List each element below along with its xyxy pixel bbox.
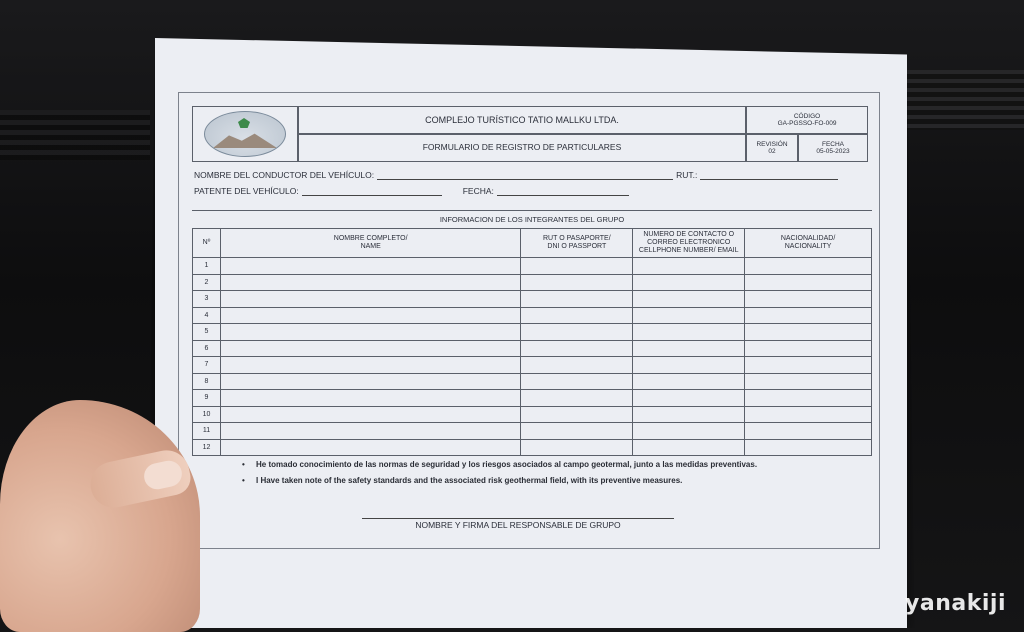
row-number: 5 [193, 324, 221, 341]
nationality-cell[interactable] [745, 324, 872, 341]
col-id-line1: RUT O PASAPORTE/ [542, 234, 611, 242]
id-cell[interactable] [521, 357, 633, 374]
date-cell [798, 134, 868, 162]
col-name-line2: NAME [360, 243, 381, 250]
col-name-line1: NOMBRE COMPLETO/ [333, 234, 408, 242]
id-cell[interactable] [521, 373, 633, 390]
form-title: FORMULARIO DE REGISTRO DE PARTICULARES [298, 134, 746, 162]
contact-cell[interactable] [633, 373, 745, 390]
bullet: • [242, 460, 245, 469]
code-value: GA-PGSSO-FO-009 [777, 120, 837, 127]
nationality-cell[interactable] [745, 307, 872, 324]
members-table [192, 228, 872, 456]
id-cell[interactable] [521, 258, 633, 275]
contact-cell[interactable] [633, 439, 745, 456]
car-vent-right [904, 70, 1024, 130]
revision-value: 02 [768, 148, 776, 155]
name-cell[interactable] [220, 423, 520, 440]
revision-cell [746, 134, 798, 162]
table-row [193, 324, 872, 341]
nationality-cell[interactable] [745, 406, 872, 423]
nationality-cell[interactable] [745, 423, 872, 440]
signature-line[interactable] [362, 518, 674, 519]
col-contact [633, 229, 745, 258]
contact-cell[interactable] [633, 258, 745, 275]
contact-cell[interactable] [633, 307, 745, 324]
nationality-cell[interactable] [745, 274, 872, 291]
note-english [242, 476, 757, 485]
plate-row [194, 186, 632, 196]
id-cell[interactable] [521, 324, 633, 341]
plate-label: PATENTE DEL VEHÍCULO: [194, 186, 299, 196]
nationality-cell[interactable] [745, 390, 872, 407]
name-cell[interactable] [220, 406, 520, 423]
fecha-field[interactable] [497, 186, 629, 196]
table-row [193, 307, 872, 324]
table-row [193, 406, 872, 423]
col-id-line2: DNI O PASSPORT [547, 243, 607, 250]
nationality-cell[interactable] [745, 258, 872, 275]
company-logo [204, 111, 286, 157]
date-label: FECHA [821, 140, 845, 148]
table-row [193, 357, 872, 374]
col-contact-line2: CORREO ELECTRONICO [647, 238, 731, 246]
contact-cell[interactable] [633, 291, 745, 308]
row-number: 7 [193, 357, 221, 374]
name-cell[interactable] [220, 390, 520, 407]
contact-cell[interactable] [633, 324, 745, 341]
nationality-cell[interactable] [745, 439, 872, 456]
col-nat-line2: NACIONALITY [784, 243, 832, 250]
contact-cell[interactable] [633, 274, 745, 291]
row-number: 1 [193, 258, 221, 275]
driver-row [194, 170, 841, 180]
name-cell[interactable] [220, 357, 520, 374]
table-header [193, 229, 872, 258]
table-row [193, 390, 872, 407]
id-cell[interactable] [521, 340, 633, 357]
name-cell[interactable] [220, 274, 520, 291]
note-spanish-text: He tomado conocimiento de las normas de seguridad y los riesgos asociados al campo geotermal, junto a las medidas preventivas. [256, 460, 758, 469]
row-number: 10 [193, 406, 221, 423]
row-number: 6 [193, 340, 221, 357]
id-cell[interactable] [521, 390, 633, 407]
nationality-cell[interactable] [745, 373, 872, 390]
contact-cell[interactable] [633, 390, 745, 407]
row-number: 11 [193, 423, 221, 440]
name-cell[interactable] [220, 291, 520, 308]
table-row [193, 340, 872, 357]
row-number: 9 [193, 390, 221, 407]
table-row [193, 258, 872, 275]
id-cell[interactable] [521, 291, 633, 308]
col-contact-line1: NUMERO DE CONTACTO O [643, 230, 735, 238]
id-cell[interactable] [521, 439, 633, 456]
row-number: 8 [193, 373, 221, 390]
row-number: 4 [193, 307, 221, 324]
signature-label: NOMBRE Y FIRMA DEL RESPONSABLE DE GRUPO [415, 520, 621, 530]
nationality-cell[interactable] [745, 357, 872, 374]
col-name [220, 229, 520, 258]
note-spanish [242, 460, 757, 469]
watermark: yanakiji [905, 591, 1006, 616]
driver-label: NOMBRE DEL CONDUCTOR DEL VEHÍCULO: [194, 170, 375, 180]
contact-cell[interactable] [633, 340, 745, 357]
plate-field[interactable] [302, 186, 442, 196]
nationality-cell[interactable] [745, 291, 872, 308]
notes [242, 460, 757, 492]
name-cell[interactable] [220, 258, 520, 275]
name-cell[interactable] [220, 324, 520, 341]
row-number: 12 [193, 439, 221, 456]
registration-form [178, 92, 888, 552]
id-cell[interactable] [521, 423, 633, 440]
code-cell [746, 106, 868, 134]
name-cell[interactable] [220, 307, 520, 324]
id-cell[interactable] [521, 406, 633, 423]
nationality-cell[interactable] [745, 340, 872, 357]
group-info-title: INFORMACION DE LOS INTEGRANTES DEL GRUPO [192, 210, 872, 227]
bullet: • [242, 476, 245, 485]
col-nationality [745, 229, 872, 258]
leaf-icon [238, 118, 250, 128]
name-cell[interactable] [220, 340, 520, 357]
logo-cell [192, 106, 298, 162]
table-row [193, 423, 872, 440]
car-vent-left [0, 110, 150, 160]
name-cell[interactable] [220, 439, 520, 456]
rut-field[interactable] [700, 170, 838, 180]
table-row [193, 291, 872, 308]
contact-cell[interactable] [633, 357, 745, 374]
table-row [193, 274, 872, 291]
table-row [193, 439, 872, 456]
col-number: Nº [193, 229, 221, 258]
col-nat-line1: NACIONALIDAD/ [780, 234, 836, 242]
date-value: 05-05-2023 [816, 148, 850, 155]
rut-label: RUT.: [676, 170, 698, 180]
revision-label: REVISIÓN [756, 140, 788, 148]
name-cell[interactable] [220, 373, 520, 390]
mountain-icon [213, 130, 277, 148]
fecha-label: FECHA: [462, 186, 494, 196]
row-number: 3 [193, 291, 221, 308]
note-english-text: I Have taken note of the safety standards and the associated risk geothermal field, with its preventive measures. [256, 476, 683, 485]
code-label: CÓDIGO [793, 112, 821, 120]
company-name: COMPLEJO TURÍSTICO TATIO MALLKU LTDA. [298, 106, 746, 134]
contact-cell[interactable] [633, 406, 745, 423]
id-cell[interactable] [521, 274, 633, 291]
id-cell[interactable] [521, 307, 633, 324]
row-number: 2 [193, 274, 221, 291]
col-contact-line3: CELLPHONE NUMBER/ EMAIL [638, 247, 739, 255]
contact-cell[interactable] [633, 423, 745, 440]
driver-field[interactable] [377, 170, 673, 180]
col-id [521, 229, 633, 258]
table-row [193, 373, 872, 390]
